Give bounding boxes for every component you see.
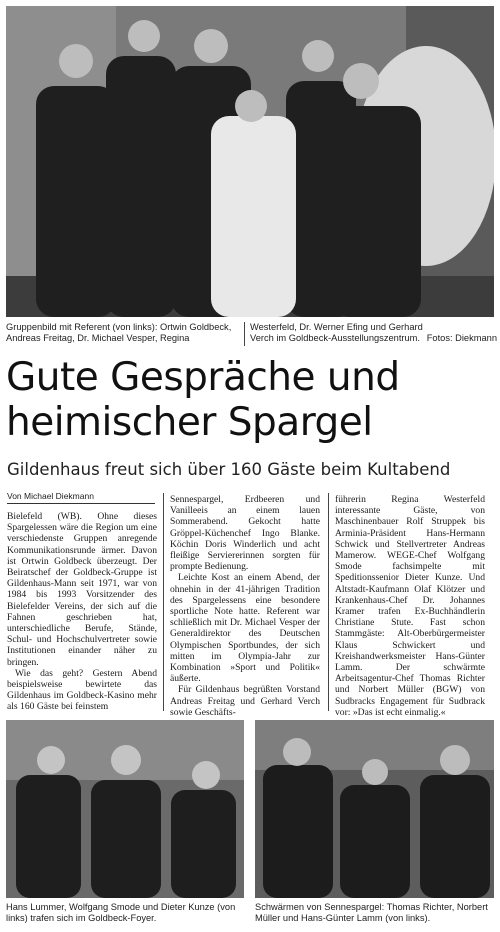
subheadline: Gildenhaus freut sich über 160 Gäste beim Kultabend [7,460,451,479]
sennespargel-photo [255,720,494,898]
article-paragraph: führerin Regina Westerfeld interessante Gäste, von Maschinenbauer Rolf Struppek bis Arminia-Präsident Hans-Hermann Schwick und Stellvertreter Andreas Mamerow. WEGE-Chef Wolfgang Smode fachsimpelte mit Speditionssenior Dieter Kunze. Und Altstadt-Kaufmann Olaf Klötzer und Krankenhaus-Chef Dr. Johannes Kramer trafen Ex-Buchhändlerin Christiane Stute. Fast schon Stammgäste: Alt-Oberbürgermeister Klaus Schwickert und Kreishandwerksmeister Hans-Günter Lamm. Der schwärmte Arbeitsagentur-Chef Thomas Richter und Norbert Müller (BGW) von Sudbracks Engagement für Sudbrack vor: »Das ist echt einmalig.« [335,494,485,718]
bottom-caption-left: Hans Lummer, Wolfgang Smode und Dieter Kunze (von links) trafen sich im Goldbeck-Foyer. [6,902,236,923]
article-column-3 [335,494,485,718]
top-caption-left: Gruppenbild mit Referent (von links): Ortwin Goldbeck, Andreas Freitag, Dr. Michael Vesper, Regina [6,322,232,343]
article-paragraph: Für Gildenhaus begrüßten Vorstand Andreas Freitag und Gerhard Verch sowie Geschäfts- [170,684,320,718]
byline: Von Michael Diekmann [7,491,94,501]
article-paragraph: Leichte Kost an einem Abend, der ohnehin in der 41-jährigen Tradition des Spargelessens eine besondere sportliche Note hatte. Referent war schließlich mit Dr. Michael Vesper der Generaldirektor des Deutschen Olympischen Sportbundes, der sich mitten im Olympia-Jahr zur Kombination »Sport und Politik« äußerte. [170,572,320,685]
article-column-2 [170,494,320,718]
headline-line-1: Gute Gespräche und [6,355,400,400]
column-rule-1 [163,493,164,711]
bottom-caption-right: Schwärmen von Sennespargel: Thomas Richter, Norbert Müller und Hans-Günter Lamm (von links). [255,902,488,923]
byline-rule [7,503,155,504]
caption-divider [244,322,245,346]
article-paragraph: Bielefeld (WB). Ohne dieses Spargelessen wäre die Region um eine verschiedenste Gruppen anregende Kommunikationsrunde ärmer. Davon ist Ortwin Goldbeck überzeugt. Der Beiratschef der Goldbeck-Gruppe ist Gildenhaus-Mann seit 1971, war von 1984 bis 1993 Vorsitzender des Bielefelder Vereins, der sich auf die Fahnen geschrieben hat, unterschiedliche Berufe, Stände, Schul- und Hochschulvertreter sowie Institutionen einander näher zu bringen. [7,511,157,668]
foyer-photo [6,720,244,898]
top-caption-right: Westerfeld, Dr. Werner Efing und Gerhard Verch im Goldbeck-Ausstellungszentrum. [250,322,423,343]
headline-line-2: heimischer Spargel [6,400,373,445]
group-photo [6,6,494,317]
article-paragraph: Sennespargel, Erdbeeren und Vanilleeis an einem lauen Sommerabend. Gekocht hatte Gröppel-Küchenchef Ingo Blanke. Köchin Doris Winderlich und acht fleißige Serviererinnen sorgten für prompte Bedienung. [170,494,320,573]
article-column-1 [7,511,157,713]
article-paragraph: Wie das geht? Gestern Abend beispielsweise bewirtete das Gildenhaus im Goldbeck-Kasino mehr als 160 Gäste bei feinstem [7,667,157,713]
column-rule-2 [328,493,329,711]
photo-credit: Fotos: Diekmann [426,333,497,343]
